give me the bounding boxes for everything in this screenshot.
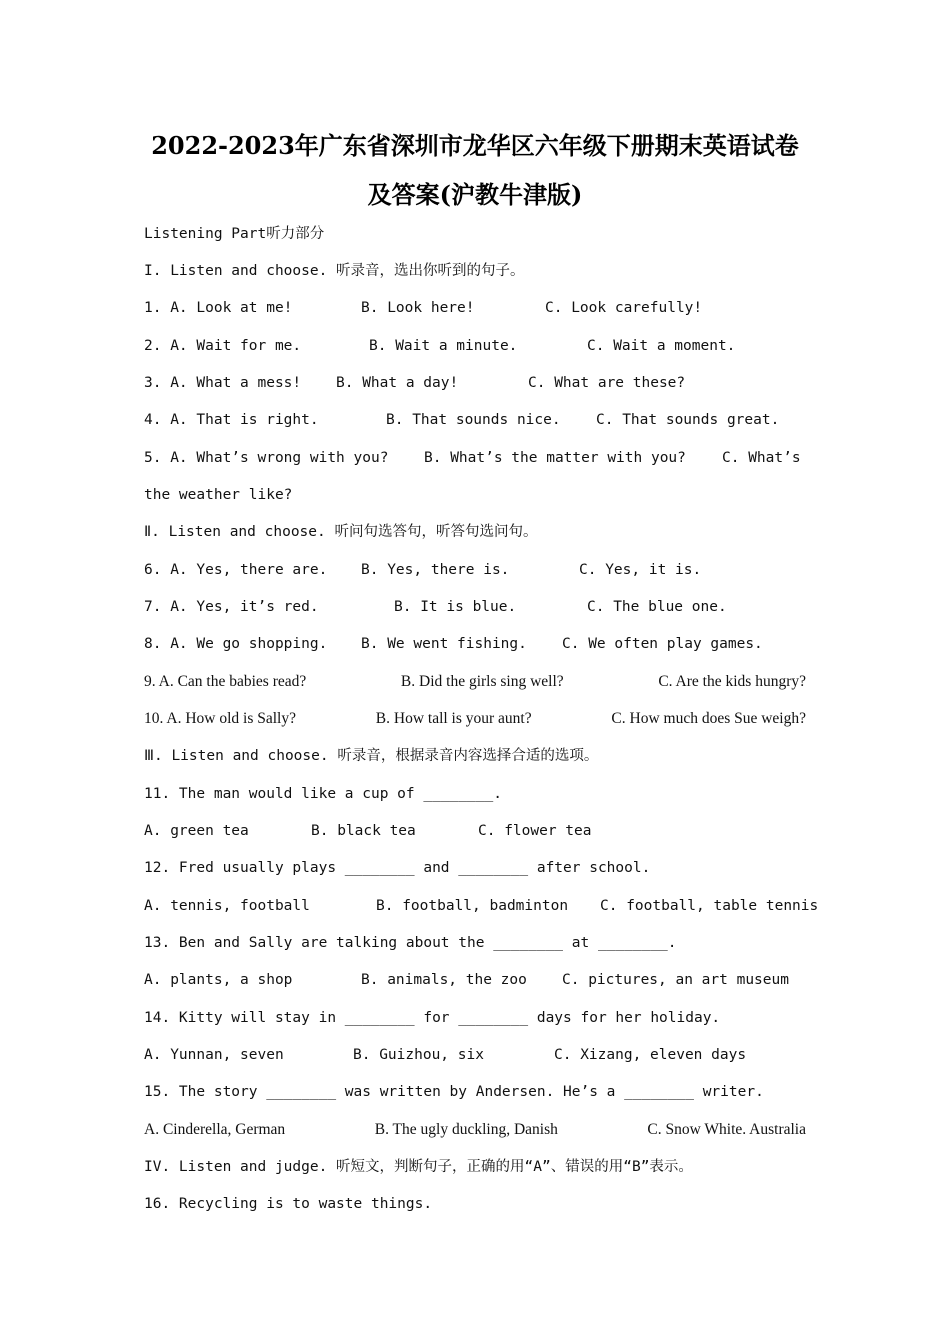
q4-option-b: B. That sounds nice.	[386, 412, 561, 428]
q9-option-c: C. Are the kids hungry?	[658, 673, 806, 690]
question-14-stem: 14. Kitty will stay in ________ for ________ days for her holiday.	[144, 1010, 721, 1026]
question-5-continued: the weather like?	[144, 487, 293, 503]
question-16-stem: 16. Recycling is to waste things.	[144, 1196, 433, 1212]
question-8	[144, 632, 806, 656]
question-12-options	[144, 894, 819, 918]
q9-option-a: 9. A. Can the babies read?	[144, 673, 307, 690]
question-9	[144, 670, 806, 694]
q11-option-b: B. black tea	[311, 823, 416, 839]
part-2-heading: Ⅱ. Listen and choose. 听问句选答句，听答句选问句。	[144, 524, 538, 540]
q2-option-b: B. Wait a minute.	[369, 338, 518, 354]
q11-option-a: A. green tea	[144, 823, 249, 839]
document-title-line-2: 及答案(沪教牛津版)	[367, 180, 583, 209]
q1-option-c: C. Look carefully!	[545, 300, 703, 316]
q4-option-c: C. That sounds great.	[596, 412, 780, 428]
q10-option-c: C. How much does Sue weigh?	[611, 710, 806, 727]
question-15-options	[144, 1118, 806, 1142]
q8-option-b: B. We went fishing.	[361, 636, 527, 652]
q6-option-c: C. Yes, it is.	[579, 562, 702, 578]
document-title-line-1: 2022-2023年广东省深圳市龙华区六年级下册期末英语试卷	[151, 131, 799, 160]
part-3-heading: Ⅲ. Listen and choose. 听录音，根据录音内容选择合适的选项。	[144, 748, 599, 764]
q7-option-a: 7. A. Yes, it’s red.	[144, 599, 319, 615]
question-1	[144, 296, 806, 320]
q11-option-c: C. flower tea	[478, 823, 592, 839]
q1-option-b: B. Look here!	[361, 300, 475, 316]
question-13-options	[144, 968, 806, 992]
q14-option-a: A. Yunnan, seven	[144, 1047, 284, 1063]
q13-option-c: C. pictures, an art museum	[562, 972, 789, 988]
q7-option-c: C. The blue one.	[587, 599, 727, 615]
q14-option-c: C. Xizang, eleven days	[554, 1047, 747, 1063]
question-11-stem: 11. The man would like a cup of ________.	[144, 786, 502, 802]
q5-option-a: 5. A. What’s wrong with you?	[144, 450, 389, 466]
part-4-heading: IV. Listen and judge. 听短文，判断句子，正确的用“A”、错误的用“B”表示。	[144, 1159, 693, 1175]
question-6	[144, 558, 806, 582]
question-11-options	[144, 819, 806, 843]
question-14-options	[144, 1043, 806, 1067]
question-10	[144, 707, 806, 731]
q14-option-b: B. Guizhou, six	[353, 1047, 484, 1063]
question-12-stem: 12. Fred usually plays ________ and ________ after school.	[144, 860, 651, 876]
q7-option-b: B. It is blue.	[394, 599, 517, 615]
q12-option-c: C. football, table tennis	[600, 898, 819, 914]
q6-option-b: B. Yes, there is.	[361, 562, 510, 578]
q5-option-b: B. What’s the matter with you?	[424, 450, 686, 466]
q3-option-c: C. What are these?	[528, 375, 686, 391]
q10-option-b: B. How tall is your aunt?	[375, 710, 532, 727]
q4-option-a: 4. A. That is right.	[144, 412, 319, 428]
question-2	[144, 334, 806, 358]
question-4	[144, 408, 806, 432]
part-1-heading: I. Listen and choose. 听录音，选出你听到的句子。	[144, 263, 525, 279]
q13-option-a: A. plants, a shop	[144, 972, 293, 988]
q15-option-c: C. Snow White. Australia	[647, 1121, 806, 1138]
q9-option-b: B. Did the girls sing well?	[400, 673, 564, 690]
q12-option-b: B. football, badminton	[376, 898, 569, 914]
q12-option-a: A. tennis, football	[144, 898, 310, 914]
question-7	[144, 595, 806, 619]
q13-option-b: B. animals, the zoo	[361, 972, 527, 988]
q1-option-a: 1. A. Look at me!	[144, 300, 293, 316]
section-intro: Listening Part听力部分	[144, 226, 325, 242]
q10-option-a: 10. A. How old is Sally?	[144, 710, 296, 727]
q5-option-c: C. What’s	[722, 450, 801, 466]
q2-option-c: C. Wait a moment.	[587, 338, 736, 354]
question-13-stem: 13. Ben and Sally are talking about the ________ at ________.	[144, 935, 677, 951]
q15-option-b: B. The ugly duckling, Danish	[374, 1121, 558, 1138]
q8-option-a: 8. A. We go shopping.	[144, 636, 328, 652]
q3-option-b: B. What a day!	[336, 375, 459, 391]
question-5	[144, 446, 806, 470]
q3-option-a: 3. A. What a mess!	[144, 375, 302, 391]
q8-option-c: C. We often play games.	[562, 636, 763, 652]
question-15-stem: 15. The story ________ was written by Andersen. He’s a ________ writer.	[144, 1084, 764, 1100]
question-3	[144, 371, 806, 395]
q2-option-a: 2. A. Wait for me.	[144, 338, 302, 354]
q15-option-a: A. Cinderella, German	[144, 1121, 286, 1138]
q6-option-a: 6. A. Yes, there are.	[144, 562, 328, 578]
